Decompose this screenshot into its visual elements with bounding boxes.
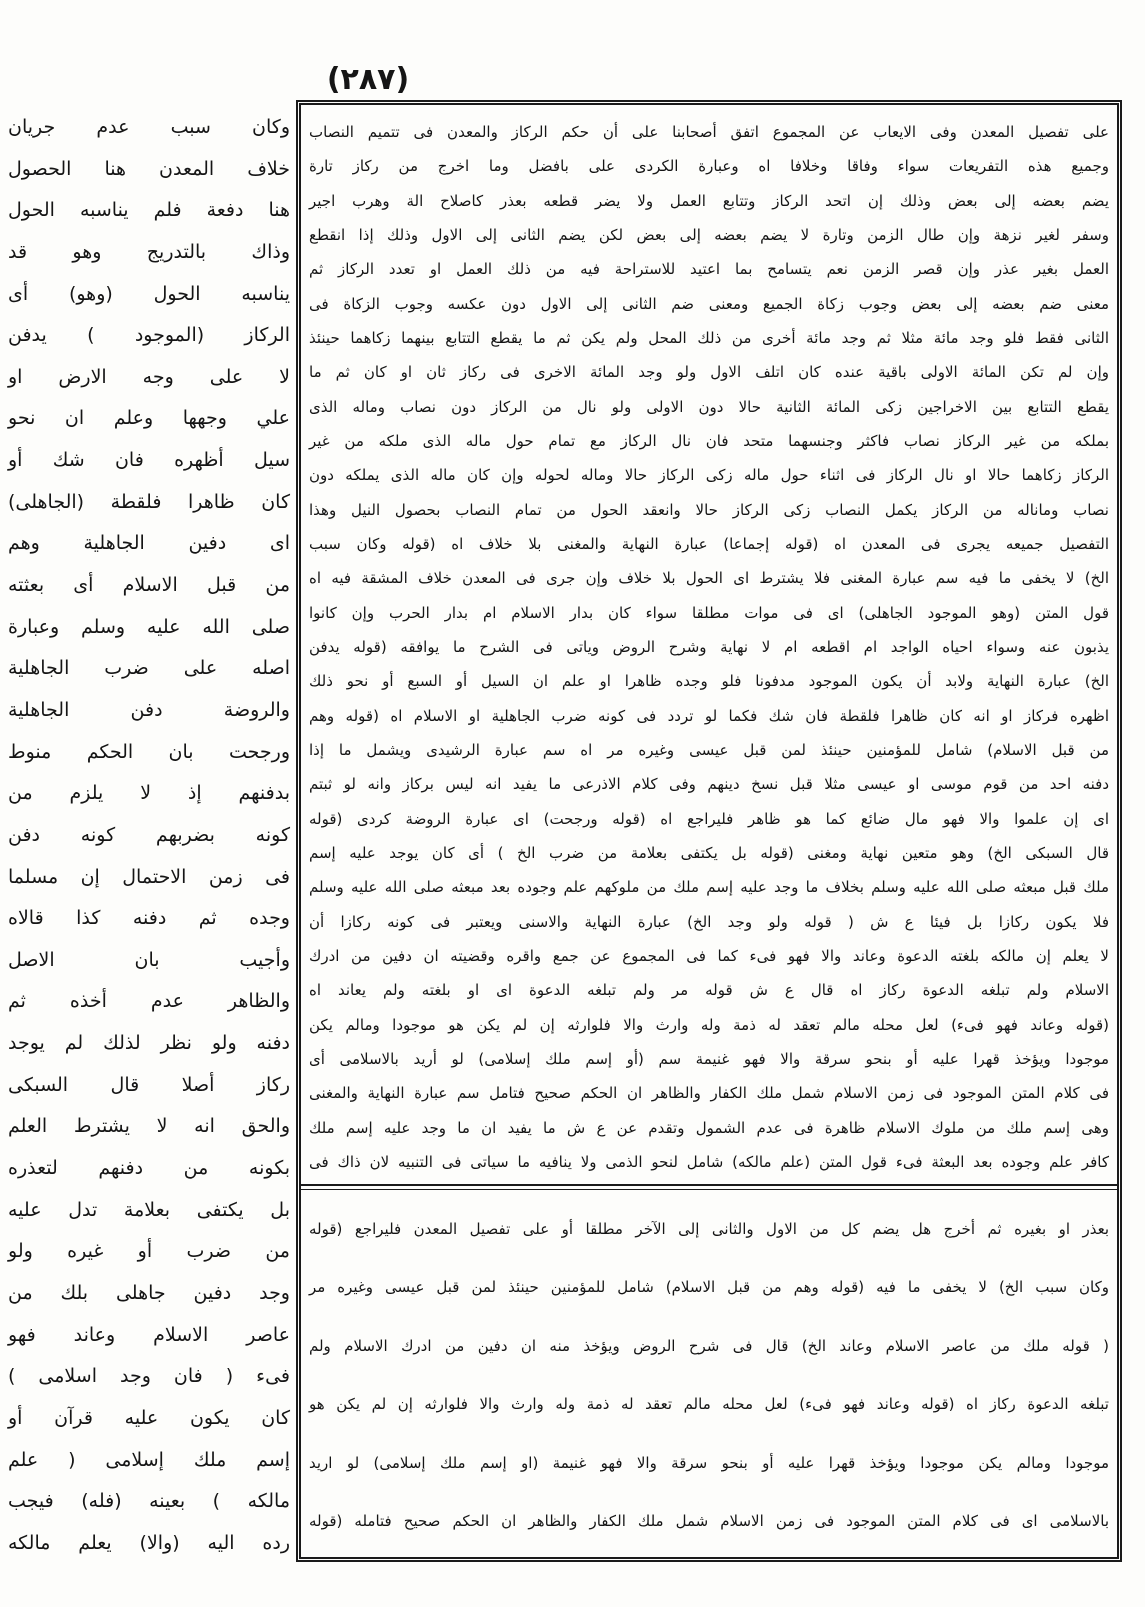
main-text-line: قول المتن (وهو الموجود الجاهلى) اى فى موات مطلقا سواء كان بدار الاسلام ام بدار الحرب وإن كانوا — [309, 603, 1109, 622]
main-text-line: بملكه من غير الركاز نصاب فاكثر وجنسهما متحد فان نال الركاز مع تمام حول ماله الذى ملكه من غير — [309, 431, 1109, 450]
main-text-line: فى كلام المتن الموجود فى زمن الاسلام شمل ملك الكفار والظاهر ان الحكم صحيح فتامل سم عبارة النهاية والمغنى — [309, 1084, 1109, 1103]
margin-line: وجده ثم دفنه كذا قالاه — [8, 907, 290, 930]
main-text-line: وجميع هذه التفريعات سواء وفاقا وخلافا اه وعبارة الكردى على بافضل وما اخرج من ركاز تارة — [309, 157, 1109, 176]
main-text-line: قال السبكى الخ) وهو متعين نهاية ومغنى (قوله بل يكتفى بعلامة من ضرب الخ ) أى كان يوجد عليه إسم — [309, 843, 1109, 862]
main-text-line: (قوله وعاند فهو فىء) لعل محله مالم تعقد له ذمة وله وارث والا فلوارثه إن لم يكن هو موجودا ومالم يكن — [309, 1015, 1109, 1034]
margin-line: والروضة دفن الجاهلية — [8, 698, 290, 721]
margin-line: ورجحت بان الحكم منوط — [8, 740, 290, 763]
lower-text-line: تبلغه الدعوة ركاز اه (قوله وعاند فهو فىء) لعل محله مالم تعقد له ذمة وله وارث والا فلوارثه إن لم يكن هو — [309, 1395, 1109, 1414]
main-text-line: موجودا ويؤخذ قهرا عليه أو بنحو سرقة والا فهو غنيمة سم (أو إسم ملك إسلامى) لو أريد بالاسلامى أى — [309, 1049, 1109, 1068]
main-lower-text — [309, 1215, 1109, 1535]
main-text-line: الخ) عبارة النهاية ولابد أن يكون الموجود مدفونا فلو وجده ظاهرا او علم ان السيل أو السبع أو نحو ذلك — [309, 672, 1109, 691]
page-number: (٢٨٧) — [326, 62, 410, 97]
main-text-line: دفنه احد من قوم موسى او عيسى مثلا قبل نسخ دينهم وفى كلام الاذرعى ما يفيد انه ليس بركاز وانه لو ثبتم — [309, 775, 1109, 794]
margin-line: كان يكون عليه قرآن أو — [8, 1406, 290, 1429]
margin-line: كونه بضربهم كونه دفن — [8, 823, 290, 846]
main-text-line: الثانى فقط فلو وجد مائة مثلا ثم وجد مائة أخرى من ذلك المحل ولم يكن ثم ما يقطع التتابع بينهما زكاهما حينئذ — [309, 328, 1109, 347]
main-upper-text — [309, 118, 1109, 1176]
main-text-line: على تفصيل المعدن وفى الايعاب عن المجموع اتفق أصحابنا على أن حكم الركاز والمعدن فى تتميم النصاب — [309, 123, 1109, 141]
margin-line: يناسبه الحول (وهو) أى — [8, 282, 290, 305]
margin-commentary-column — [8, 112, 290, 1558]
main-text-line: الاسلام ولم تبلغه الدعوة ركاز اه قال ع ش قوله مر ولم تبلغه الدعوة اى او بلغته ولم يعاند اه — [309, 981, 1109, 1000]
lower-text-line: موجودا ومالم يكن موجودا ويؤخذ قهرا عليه أو بنحو سرقة والا فهو غنيمة (او إسم ملك إسلامى) لو اريد — [309, 1453, 1109, 1472]
main-text-line: وسفر لغير نزهة وإن طال الزمن وتارة لا يضم بعضه إلى بعض لكن يضم الثانى إلى الاول وذلك إذا انقطع — [309, 225, 1109, 244]
margin-line: وجد دفين جاهلى بلك من — [8, 1281, 290, 1304]
margin-line: رده اليه (والا) يعلم مالكه — [8, 1531, 290, 1554]
margin-line: اصله على ضرب الجاهلية — [8, 657, 290, 680]
margin-line: عاصر الاسلام وعاند فهو — [8, 1323, 290, 1346]
main-text-line: وهى إسم ملك من ملوك الاسلام ظاهرة فى عدم الشمول وتقدم عن ع ش ما يفيد ان ما وجد عليه إسم ملك — [309, 1118, 1109, 1137]
margin-line: والحق انه لا يشترط العلم — [8, 1115, 290, 1138]
main-text-line: اظهره فركاز او انه كان ظاهرا فلقطة فان شك فكما لو تردد فى كونه ضرب الجاهلية او الاسلام اه (قوله وهم — [309, 706, 1109, 725]
margin-line: سيل أظهره فان شك أو — [8, 449, 290, 472]
main-text-line: لا يعلم إن مالكه بلغته الدعوة وعاند والا فهو فىء كما فى المجموع عن جمع واقره وقضيته ان دفين من ادرك — [309, 946, 1109, 965]
main-text-line: الركاز زكاهما حالا او نال الركاز فى اثناء حول ماله زكى الركاز حالا وماله لحوله وإن كان ماله الذى يملكه دون — [309, 466, 1109, 485]
margin-line: إسم ملك إسلامى ( علم — [8, 1448, 290, 1471]
margin-line: من ضرب أو غيره ولو — [8, 1240, 290, 1263]
main-text-frame — [296, 100, 1122, 1562]
margin-line: مالكه ) بعينه (فله) فيجب — [8, 1490, 290, 1513]
margin-line: صلى الله عليه وسلم وعبارة — [8, 615, 290, 638]
margin-line: اى دفين الجاهلية وهم — [8, 532, 290, 555]
margin-line: والظاهر عدم أخذه ثم — [8, 990, 290, 1013]
margin-line: خلاف المعدن هنا الحصول — [8, 157, 290, 180]
main-text-line: اى إن علموا والا فهو مال ضائع كما هو ظاهر فليراجع اه (قوله ورجحت) اى عبارة الروضة كردى (قوله — [309, 809, 1109, 828]
lower-text-line: بعذر او بغيره ثم أخرج هل يضم كل من الاول والثانى إلى الآخر مطلقا أو على تفصيل المعدن فليراجع (قوله — [309, 1220, 1109, 1238]
margin-line: دفنه ولو نظر لذلك لم يوجد — [8, 1032, 290, 1055]
lower-text-line: ( قوله ملك من عاصر الاسلام وعاند الخ) قال فى شرح الروض ويؤخذ منه ان دفين من ادرك الاسلام ولم — [309, 1336, 1109, 1355]
section-divider — [301, 1184, 1117, 1190]
main-text-line: يقطع التتابع بين الاخراجين زكى المائة الثانية حالا دون الاولى ولو نال من الركاز دون نصاب وماله الذى — [309, 397, 1109, 416]
margin-line: بدفنهم إذ لا يلزم من — [8, 782, 290, 805]
margin-line: فى زمن الاحتمال إن مسلما — [8, 865, 290, 888]
margin-line: بل يكتفى بعلامة تدل عليه — [8, 1198, 290, 1221]
main-text-line: وإن لم تكن المائة الاولى باقية عنده كان اتلف الاول ولو وجد المائة الاخرى فى ركاز ثان او كان ثم ما — [309, 363, 1109, 382]
main-text-line: فلا يكون ركازا بل فيئا ع ش ( قوله ولو وجد الخ) عبارة النهاية والاسنى ويعتبر فى كونه ركازا أن — [309, 912, 1109, 931]
main-text-line: نصاب وماناله من الركاز يكمل النصاب زكى الركاز حالا وانعقد الحول من تمام النصاب بحصول النيل وهذا — [309, 500, 1109, 519]
margin-line: وكان سبب عدم جريان — [8, 116, 290, 138]
lower-text-line: بالاسلامى اى فى كلام المتن الموجود فى زمن الاسلام شمل ملك الكفار والظاهر ان الحكم صحيح فتامله (قوله — [309, 1511, 1109, 1530]
margin-line: علي وجهها وعلم ان نحو — [8, 407, 290, 430]
main-text-line: ملك قبل مبعثه صلى الله عليه وسلم بخلاف ما وجد عليه إسم ملك من ملوكهم علم وجوده بعد مبعثه صلى الله عليه وسلم — [309, 878, 1109, 897]
margin-line: لا على وجه الارض او — [8, 365, 290, 388]
main-text-line: كافر علم وجوده بعد البعثة فىء قول المتن (علم مالكه) شامل لنحو الذمى ولا ينافيه ما سياتى فى التنبيه لان ذاك فى — [309, 1152, 1109, 1171]
main-text-line: معنى ضم بعضه إلى بعض وجوب زكاة الجميع ومعنى ضم الثانى إلى الاول دون عكسه وجوب الزكاة فى — [309, 294, 1109, 313]
margin-line: بكونه من دفنهم لتعذره — [8, 1157, 290, 1180]
main-text-line: من قبل الاسلام) شامل للمؤمنين حينئذ لمن قبل عيسى وغيره مر اه سم عبارة الرشيدى ويشمل ما إذا — [309, 740, 1109, 759]
margin-line: الركاز (الموجود ) يدفن — [8, 324, 290, 347]
margin-line: كان ظاهرا فلقطة (الجاهلى) — [8, 490, 290, 513]
main-text-line: يضم بعضه إلى بعض وذلك إن اتحد الركاز وتتابع العمل ولا يضر قطعه بعذر كاصلاح الة وهرب اجير — [309, 191, 1109, 210]
margin-line: من قبل الاسلام أى بعثته — [8, 574, 290, 597]
margin-line: ركاز أصلا قال السبكى — [8, 1073, 290, 1096]
margin-line: فىء ( فان وجد اسلامى ) — [8, 1365, 290, 1388]
main-text-line: التفصيل جميعه يجرى فى المعدن اه (قوله إجماعا) عبارة النهاية والمغنى بلا خلاف اه (قوله وكان سبب — [309, 534, 1109, 553]
margin-line: هنا دفعة فلم يناسبه الحول — [8, 199, 290, 222]
main-text-line: الخ) لا يخفى ما فيه سم عبارة المغنى فلا يشترط اى الحول بلا خلاف وإن جرى فى المعدن خلاف المشقة فيه اه — [309, 569, 1109, 588]
main-text-line: يذبون عنه وسواء احياه الواجد ام اقطعه ام لا نهاية وشرح الروض وياتى فى الشرح ما يوافقه (قوله يدفن — [309, 637, 1109, 656]
main-text-line: العمل بغير عذر وإن قصر الزمن نعم يتسامح بما اعتيد للاستراحة فيه من ذلك العمل او تعدد الركاز ثم — [309, 260, 1109, 279]
margin-line: وذاك بالتدريج وهو قد — [8, 240, 290, 263]
margin-line: وأجيب بان الاصل — [8, 948, 290, 971]
lower-text-line: وكان سبب الخ) لا يخفى ما فيه (قوله وهم من قبل الاسلام) شامل للمؤمنين حينئذ لمن قبل عيسى وغيره مر — [309, 1278, 1109, 1297]
